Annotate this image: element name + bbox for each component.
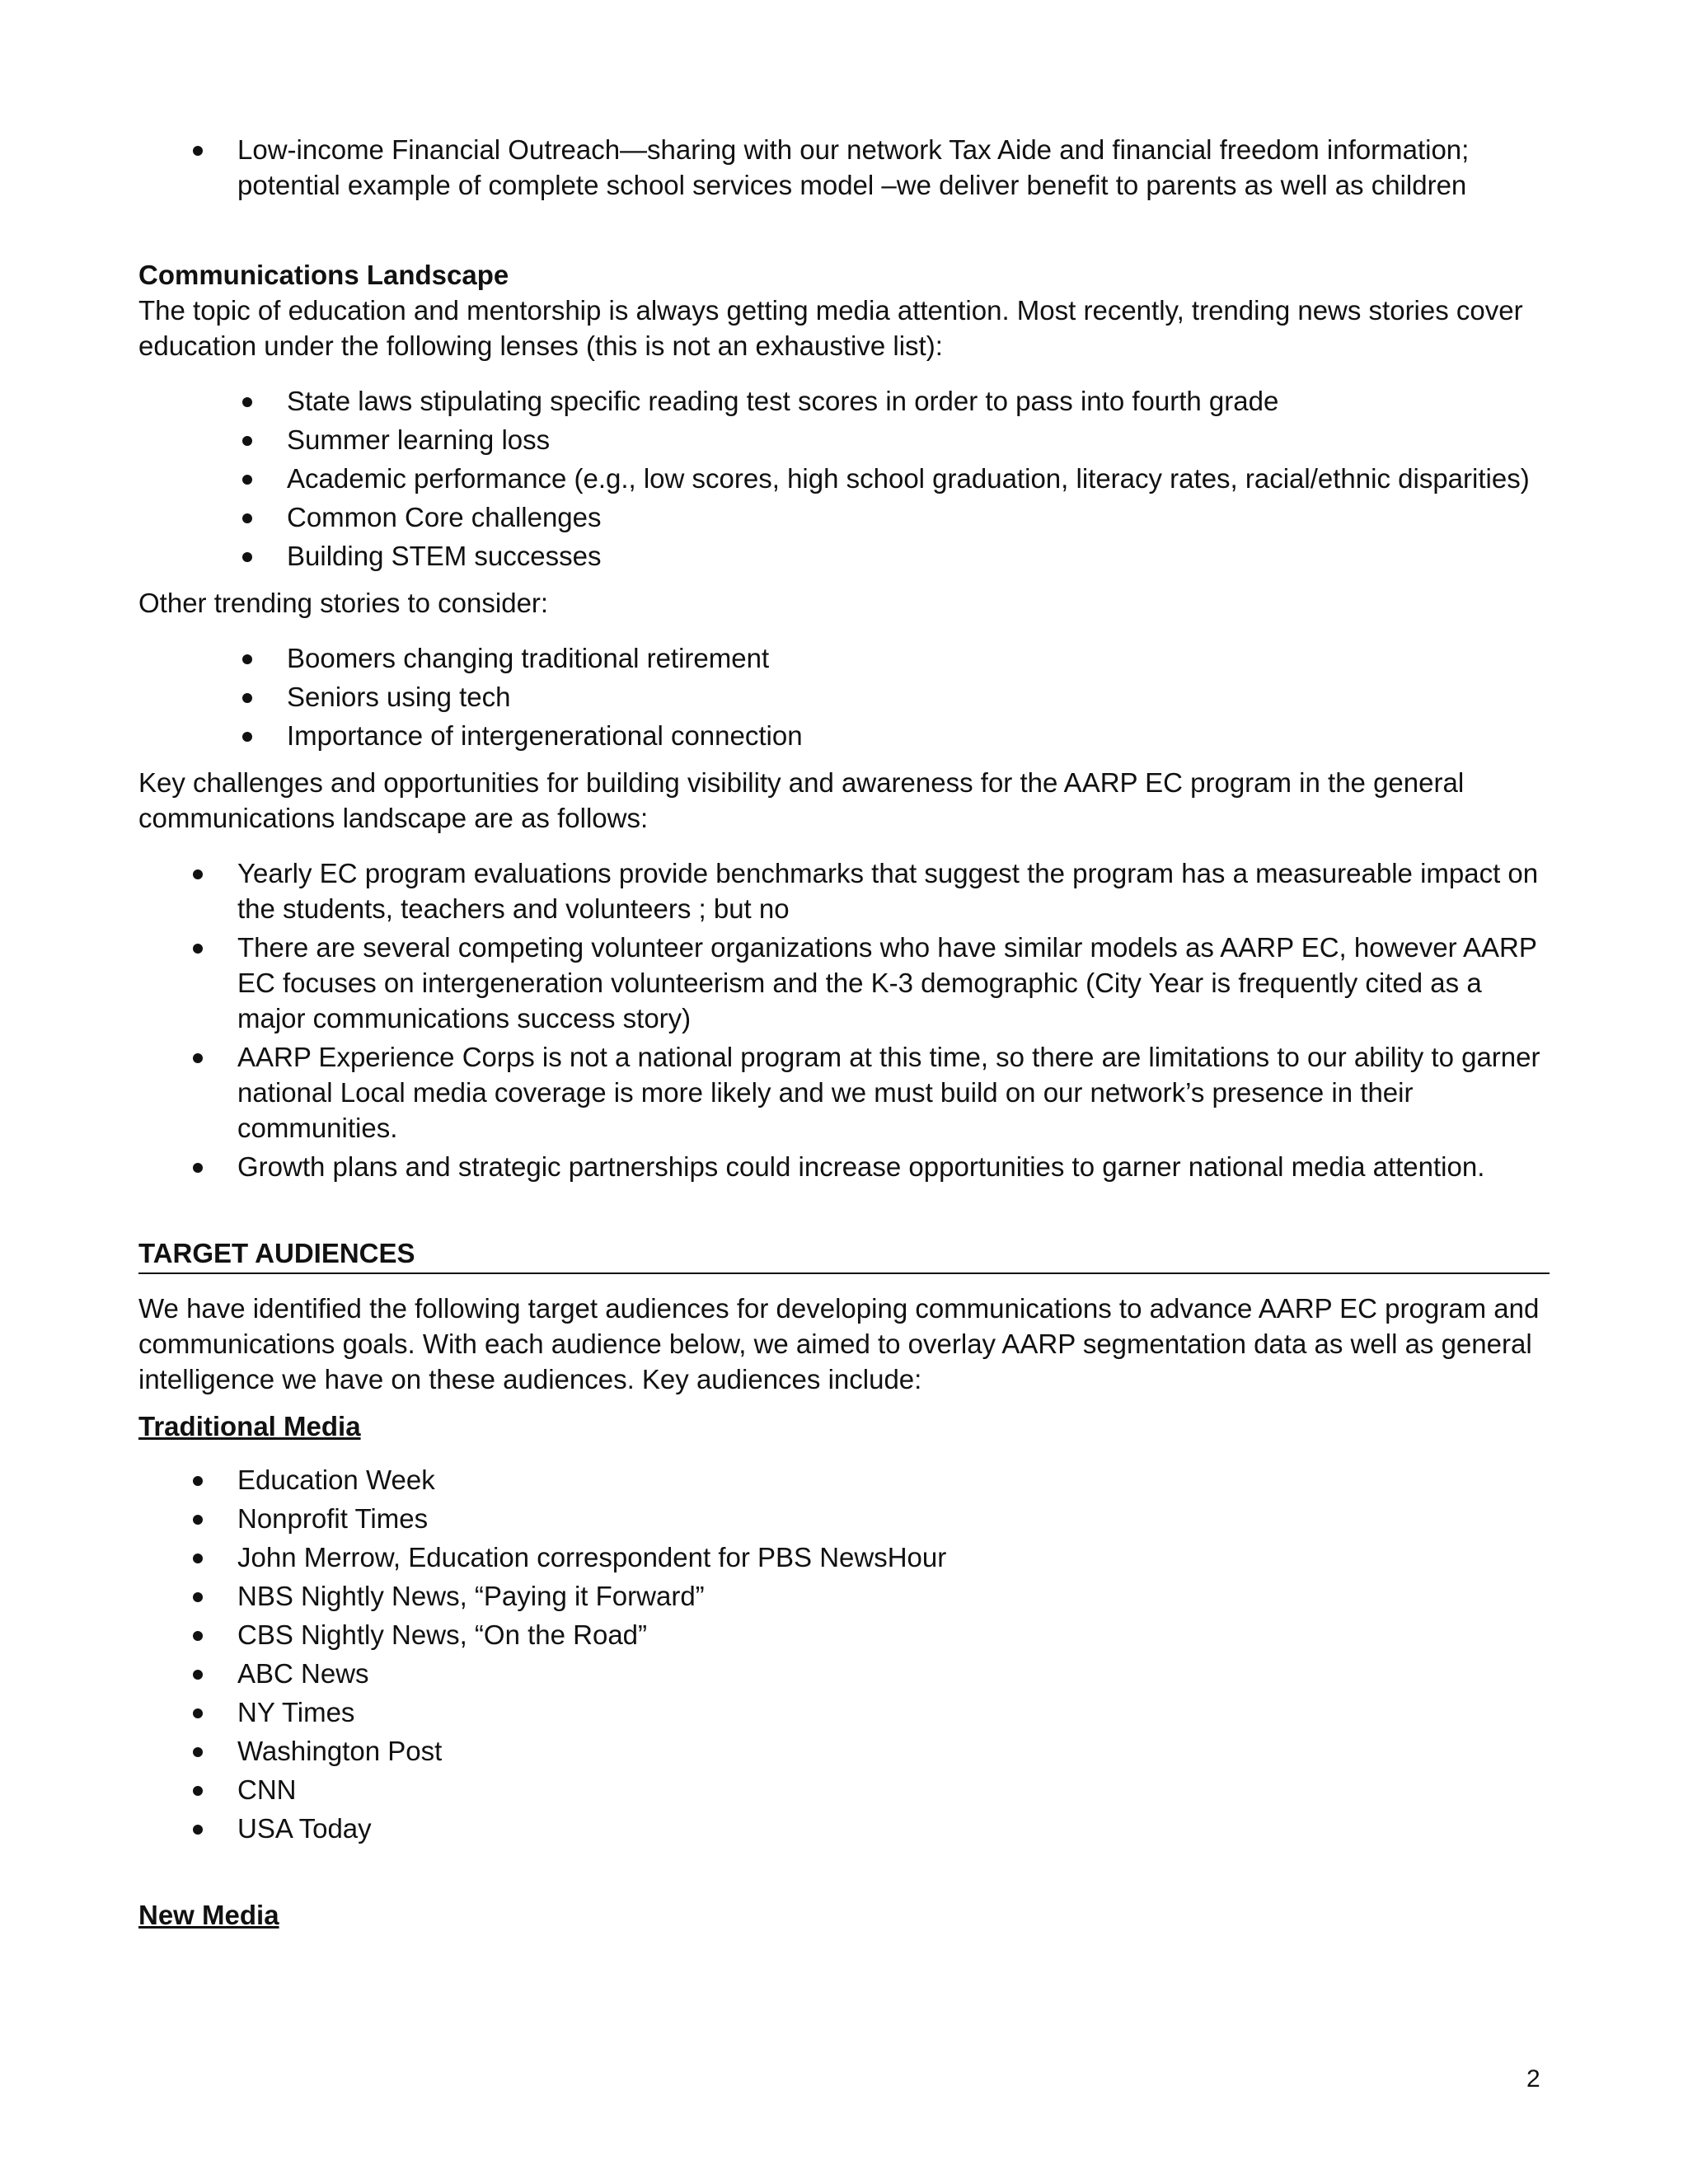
list-item: NY Times <box>138 1694 1550 1730</box>
list-item: USA Today <box>138 1811 1550 1846</box>
list-item: CNN <box>138 1772 1550 1807</box>
key-challenges-list <box>138 855 1550 1184</box>
list-item: Academic performance (e.g., low scores, high school graduation, literacy rates, racial/ethnic disparities) <box>138 461 1550 496</box>
other-trending-label: Other trending stories to consider: <box>138 588 549 618</box>
traditional-media-list <box>138 1462 1550 1846</box>
list-item: Seniors using tech <box>138 679 1550 715</box>
list-item: Washington Post <box>138 1733 1550 1769</box>
list-item: Summer learning loss <box>138 422 1550 457</box>
target-audiences-heading: TARGET AUDIENCES <box>138 1235 1550 1274</box>
list-item: Low-income Financial Outreach—sharing with our network Tax Aide and financial freedom information; potential example of complete school services model –we deliver benefit to parents as well as children <box>138 132 1550 203</box>
list-item: Importance of intergenerational connection <box>138 718 1550 753</box>
communications-intro-paragraph: The topic of education and mentorship is always getting media attention. Most recently, trending news stories cover education under the following lenses (this is not an exhaustive list): <box>138 295 1523 361</box>
trending-lenses-list <box>138 383 1550 574</box>
list-item: Growth plans and strategic partnerships could increase opportunities to garner national media attention. <box>138 1149 1550 1184</box>
traditional-media-heading: Traditional Media <box>138 1411 361 1441</box>
list-item: CBS Nightly News, “On the Road” <box>138 1617 1550 1652</box>
list-item: State laws stipulating specific reading test scores in order to pass into fourth grade <box>138 383 1550 419</box>
page-content <box>138 132 1550 1933</box>
key-challenges-intro: Key challenges and opportunities for building visibility and awareness for the AARP EC program in the general communications landscape are as follows: <box>138 767 1465 833</box>
new-media-heading: New Media <box>138 1900 279 1930</box>
list-item: Nonprofit Times <box>138 1501 1550 1536</box>
target-audiences-intro: We have identified the following target audiences for developing communications to advance AARP EC program and communications goals. With each audience below, we aimed to overlay AARP segmentation data as well as general intelligence we have on these audiences. Key audiences include: <box>138 1293 1540 1394</box>
list-item: AARP Experience Corps is not a national program at this time, so there are limitations to our ability to garner national Local media coverage is more likely and we must build on our network’s presence in their communities. <box>138 1039 1550 1146</box>
list-item: Building STEM successes <box>138 538 1550 574</box>
list-item: ABC News <box>138 1656 1550 1691</box>
list-item: Education Week <box>138 1462 1550 1497</box>
list-item: John Merrow, Education correspondent for PBS NewsHour <box>138 1540 1550 1575</box>
list-item: Yearly EC program evaluations provide benchmarks that suggest the program has a measureable impact on the students, teachers and volunteers ; but no <box>138 855 1550 926</box>
list-item: NBS Nightly News, “Paying it Forward” <box>138 1578 1550 1614</box>
list-item: Common Core challenges <box>138 499 1550 535</box>
list-item: Boomers changing traditional retirement <box>138 640 1550 676</box>
page-number: 2 <box>1526 2065 1540 2093</box>
communications-landscape-heading: Communications Landscape <box>138 260 509 290</box>
list-item: There are several competing volunteer organizations who have similar models as AARP EC, however AARP EC focuses on intergeneration volunteerism and the K-3 demographic (City Year is frequently cited as a major communications success story) <box>138 930 1550 1036</box>
other-trending-list <box>138 640 1550 753</box>
intro-bullet-list <box>138 132 1550 203</box>
